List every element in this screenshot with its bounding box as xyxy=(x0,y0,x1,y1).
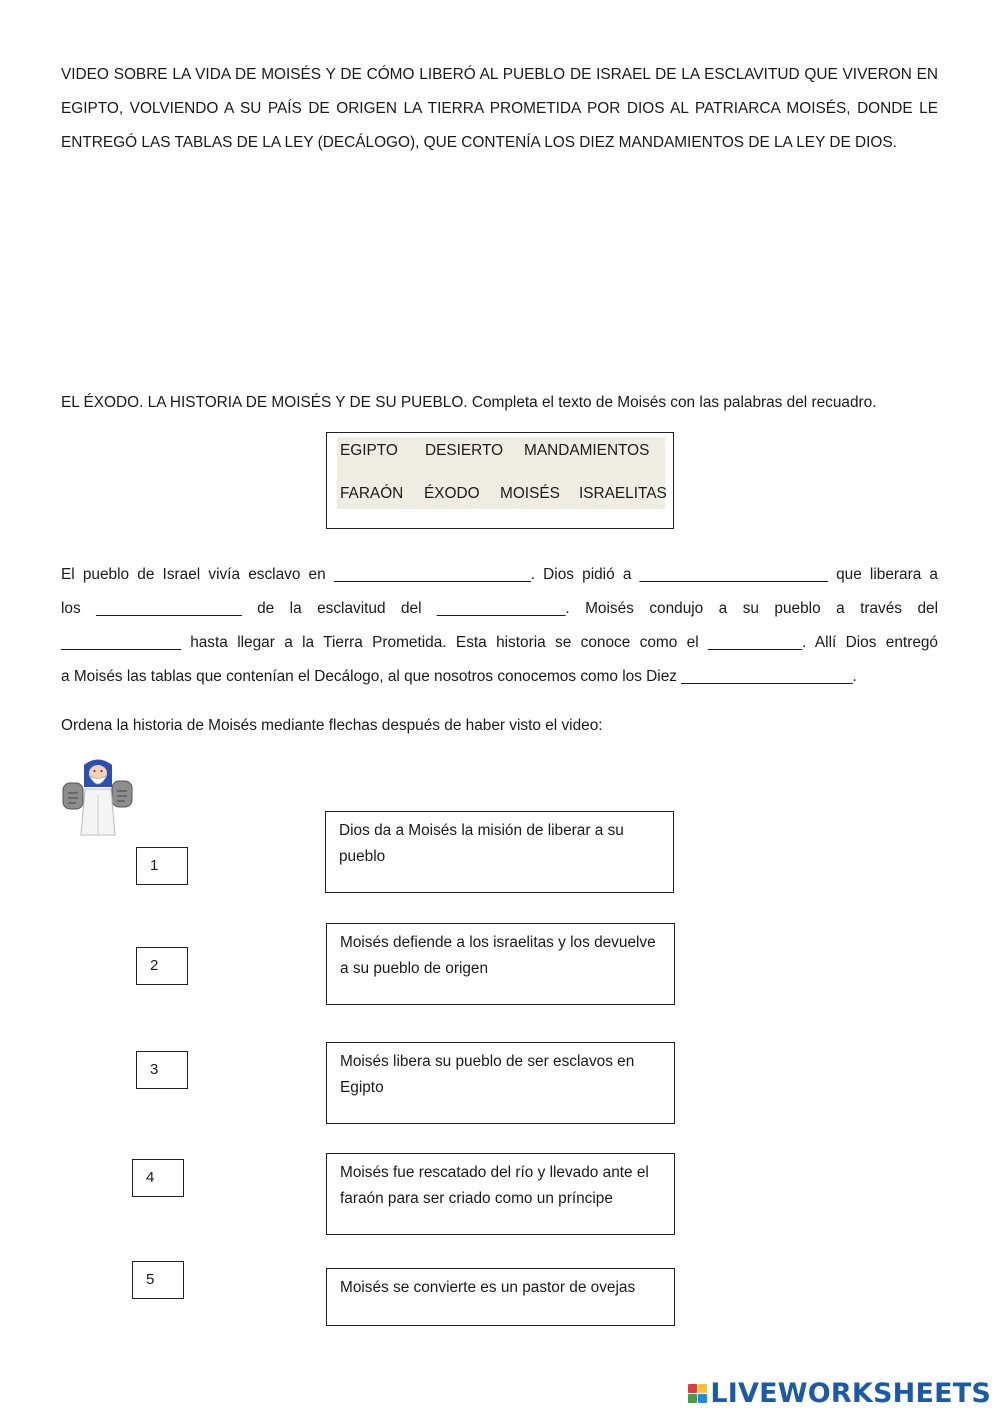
intro-paragraph: VIDEO SOBRE LA VIDA DE MOISÉS Y DE CÓMO LIBERÓ AL PUEBLO DE ISRAEL DE LA ESCLAVITUD QUE VIVERON EN EGIPTO, VOLVIENDO A SU PAÍS DE ORIGEN LA TIERRA PROMETIDA POR DIOS AL PATRIARCA MOISÉS, DONDE LE ENTREGÓ LAS TABLAS DE LA LEY (DECÁLOGO), QUE CONTENÍA LOS DIEZ MANDAMIENTOS DE LA LEY DE DIOS. xyxy=(61,66,938,151)
story-box[interactable]: Dios da a Moisés la misión de liberar a su pueblo xyxy=(325,811,674,893)
word-bank-item: MANDAMIENTOS xyxy=(524,442,650,459)
number-box[interactable]: 2 xyxy=(136,947,188,985)
word-bank-item: ÉXODO xyxy=(424,485,480,502)
word-bank-item: EGIPTO xyxy=(340,442,398,459)
word-bank-item: DESIERTO xyxy=(425,442,504,459)
fill-line[interactable]: a Moisés las tablas que contenían el Decálogo, al que nosotros conocemos como los Diez ____________________. xyxy=(61,668,857,685)
story-box[interactable]: Moisés defiende a los israelitas y los devuelve a su pueblo de origen xyxy=(326,923,675,1005)
fill-in-paragraph xyxy=(61,558,938,694)
fill-line[interactable]: ______________ hasta llegar a la Tierra Prometida. Esta historia se conoce como el ___________. Allí Dios entregó xyxy=(61,634,938,651)
fill-line[interactable]: El pueblo de Israel vivía esclavo en _______________________. Dios pidió a ______________________ que liberara a xyxy=(61,566,938,583)
order-instruction: Ordena la historia de Moisés mediante flechas después de haber visto el video: xyxy=(61,717,603,734)
story-box[interactable]: Moisés se convierte es un pastor de ovejas xyxy=(326,1268,675,1326)
story-box[interactable]: Moisés libera su pueblo de ser esclavos en Egipto xyxy=(326,1042,675,1124)
number-box[interactable]: 4 xyxy=(132,1159,184,1197)
section-title: EL ÉXODO. LA HISTORIA DE MOISÉS Y DE SU PUEBLO. Completa el texto de Moisés con las palabras del recuadro. xyxy=(61,394,877,411)
word-bank-item: FARAÓN xyxy=(340,485,404,502)
logo-text: LIVEWORKSHEETS xyxy=(710,1377,991,1409)
number-box[interactable]: 3 xyxy=(136,1051,188,1089)
word-bank-item: MOISÉS xyxy=(500,485,560,502)
number-box[interactable]: 1 xyxy=(136,847,188,885)
liveworksheets-logo xyxy=(688,1378,991,1408)
word-bank-item: ISRAELITAS xyxy=(579,485,667,502)
fill-line[interactable]: los _________________ de la esclavitud del _______________. Moisés condujo a su pueblo a través del xyxy=(61,600,938,617)
moses-with-tablets-icon xyxy=(60,755,136,837)
number-box[interactable]: 5 xyxy=(132,1261,184,1299)
story-box[interactable]: Moisés fue rescatado del río y llevado ante el faraón para ser criado como un príncipe xyxy=(326,1153,675,1235)
word-bank xyxy=(326,432,674,529)
logo-grid-icon xyxy=(688,1384,707,1403)
